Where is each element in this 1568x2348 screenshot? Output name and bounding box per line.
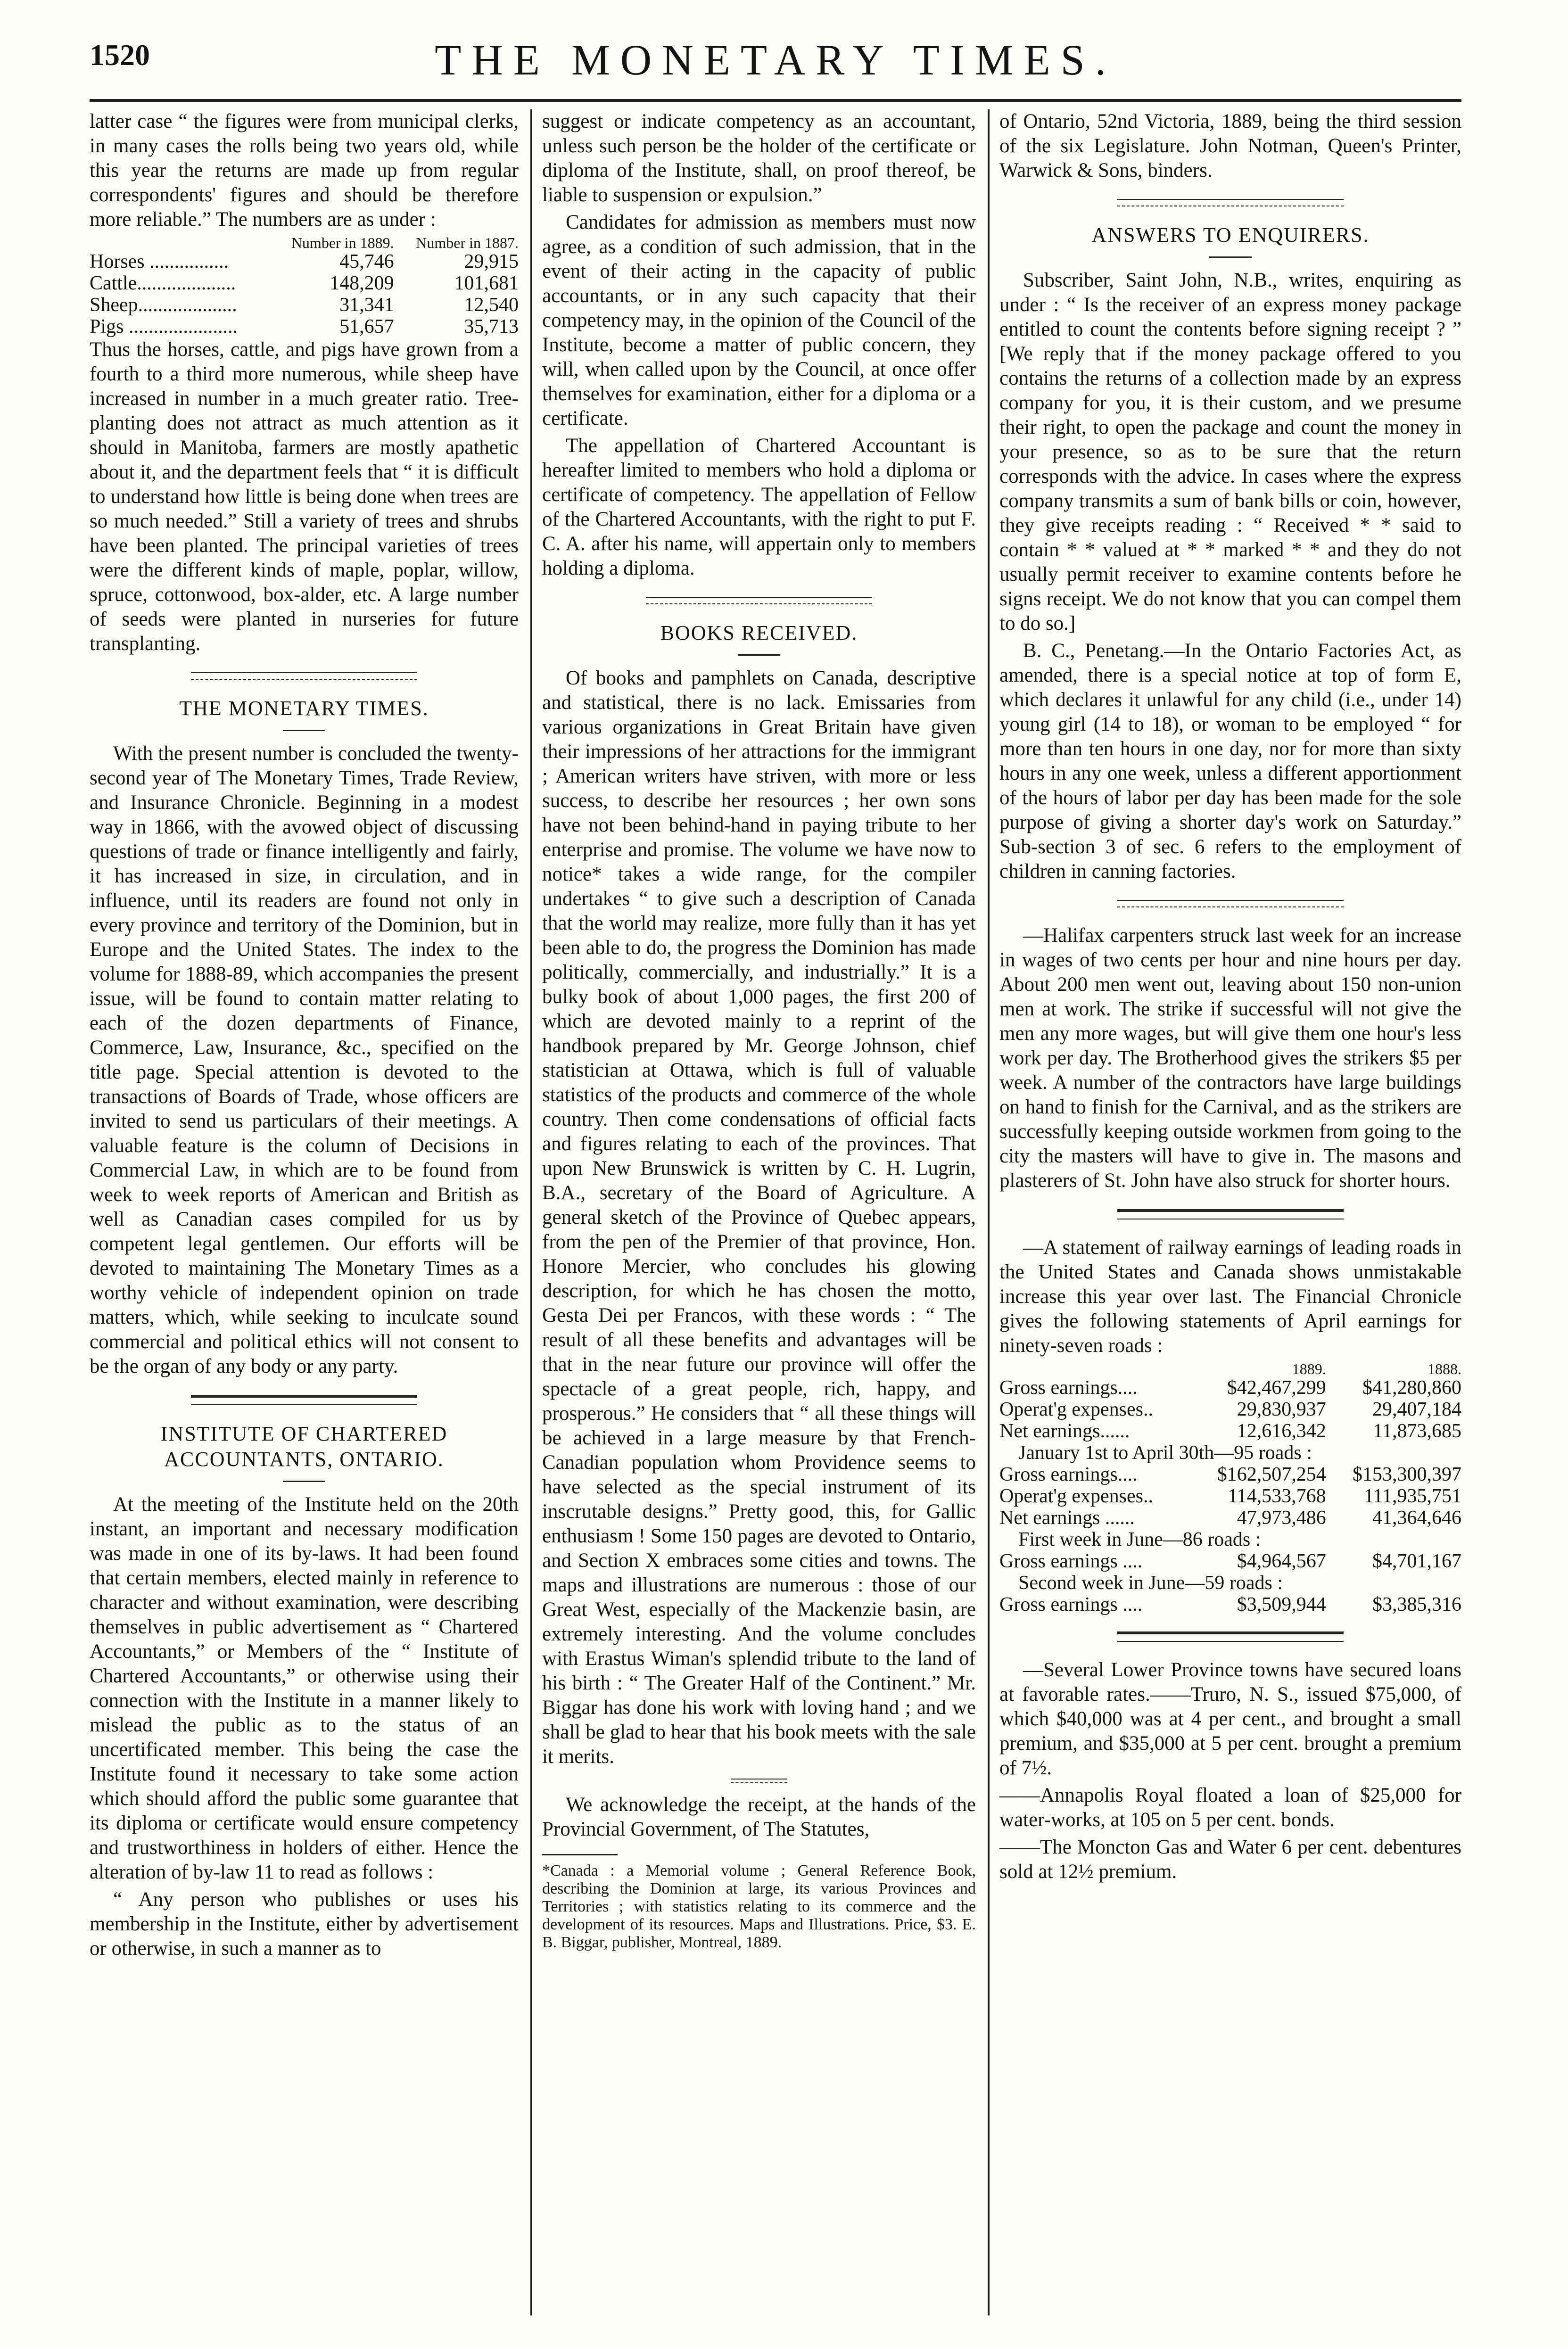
table-row (999, 1485, 1461, 1507)
section-separator (1117, 1209, 1344, 1219)
column-3 (999, 109, 1461, 1887)
section-separator (191, 672, 417, 680)
cell: 51,657 (339, 316, 394, 338)
acknowledge-text: We acknowledge the receipt, at the hands of the Provincial Government, of The Statutes, (542, 1794, 976, 1840)
table-row (999, 1550, 1461, 1572)
section-separator (1117, 1631, 1344, 1642)
cell: 11,873,685 (1373, 1420, 1461, 1442)
cell: 148,209 (330, 272, 394, 294)
section-heading: ANSWERS TO ENQUIRERS. (1091, 223, 1370, 247)
short-rule (283, 1481, 325, 1482)
row-label: Gross earnings .... (999, 1550, 1143, 1572)
moncton-text: ——The Moncton Gas and Water 6 per cent. debentures sold at 12½ premium. (999, 1836, 1461, 1883)
cell: 29,915 (464, 251, 519, 272)
section-heading: BOOKS RECEIVED. (660, 621, 858, 644)
header-rule (90, 99, 1461, 102)
railway-intro: —A statement of railway earnings of leading roads in the United States and Canada shows unmistakable increase this year over last. The Financial Chronicle gives the following statements of April earnings for ninety-seven roads : (999, 1236, 1461, 1357)
column-divider (530, 109, 532, 2315)
cell: $3,385,316 (1372, 1594, 1461, 1615)
row-label: Gross earnings .... (999, 1594, 1143, 1615)
cell: 31,341 (339, 294, 394, 316)
manitoba-intro: latter case “ the figures were from municipal clerks, in many cases the rolls being two years old, while this year the returns are made up from regular correspondents' figures and should be therefore more reliable.” The numbers are as under : (90, 110, 519, 231)
institute-text: At the meeting of the Institute held on the 20th instant, an important and necessary modification was made in one of its by-laws. It had been found that certain members, elected mainly in reference to character and without examination, were describing themselves in public advertisement as “ Chartered Accountants,” or Members of the “ Institute of Chartered Accountants,” or otherwise using their connection with the Institute in a manner likely to mislead the public as to the status of an uncertificated member. This being the case the Institute found it necessary to take some action which should afford the public some guarantee that its diploma or certificate would ensure competency and trustworthiness in holders of either. Hence the alteration of by-law 11 to read as follows : (90, 1493, 519, 1883)
section-separator (646, 597, 872, 604)
cell: 47,973,486 (1237, 1507, 1326, 1529)
table-row (90, 294, 519, 316)
cell: 29,830,937 (1237, 1399, 1326, 1420)
annapolis-text: ——Annapolis Royal floated a loan of $25,000 for water-works, at 105 on 5 per cent. bonds. (999, 1784, 1461, 1831)
railway-earnings-table (999, 1361, 1461, 1615)
table-subheading: Second week in June—59 roads : (1018, 1572, 1283, 1594)
row-label: Operat'g expenses.. (999, 1485, 1153, 1507)
table-row (90, 316, 519, 338)
row-label: Net earnings...... (999, 1420, 1130, 1442)
cell: 114,533,768 (1228, 1485, 1326, 1507)
column-divider (988, 109, 990, 2315)
row-label: Sheep.................... (90, 294, 237, 316)
cell: $41,280,860 (1362, 1377, 1461, 1399)
short-rule (1209, 256, 1252, 258)
monetary-times-text: With the present number is concluded the twenty-second year of The Monetary Times, Trade Review, and Insurance Chronicle. Beginning in a modest way in 1866, with the avowed object of discussing questions of trade or finance intelligently and fairly, it has increased in size, in circulation, and in influence, until its readers are found not only in every province and territory of the Dominion, but in Europe and the United States. The index to the volume for 1888-89, which accompanies the present issue, will be found to contain matter relating to each of the dozen departments of Finance, Commerce, Law, Insurance, &c., specified on the title page. Special attention is devoted to the transactions of Boards of Trade, whose officers are invited to send us particulars of their meetings. A valuable feature is the column of Decisions in Commercial Law, in which are to be found from week to week reports of American and British as well as Canadian cases compiled for us by competent legal gentlemen. Our efforts will be devoted to maintaining The Monetary Times as a worthy vehicle of independent opinion on trade matters, which, while seeking to inculcate sound commercial and political ethics will not consent to be the organ of any body or any party. (90, 742, 519, 1377)
cell: $153,300,397 (1353, 1464, 1461, 1485)
short-rule (283, 730, 325, 731)
footnote: *Canada : a Memorial volume ; General Reference Book, describing the Dominion at large, its various Provinces and Territories ; with statistics relating to its commerce and the development of its resources. Maps and Illustrations. Price, $3. E. B. Biggar, publisher, Montreal, 1889. (542, 1862, 976, 1951)
section-separator (1117, 199, 1344, 206)
cell: 35,713 (464, 316, 519, 338)
table-header: 1889. (1292, 1360, 1326, 1377)
cell: 41,364,646 (1372, 1507, 1461, 1529)
table-row (90, 251, 519, 272)
section-heading: INSTITUTE OF CHARTERED ACCOUNTANTS, ONTARIO. (160, 1422, 448, 1471)
books-text: Of books and pamphlets on Canada, descriptive and statistical, there is no lack. Emissaries from various organizations in Great Britain have given their impressions of her attractions for the immigrant ; American writers have striven, with more or less success, to describe her resources ; her own sons have not been behind-hand in paying tribute to her enterprise and promise. The volume we have now to notice* takes a wide range, for the compiler undertakes “ to give such a description of Canada that the world may realize, more fully than it has yet been able to do, the progress the Dominion has made politically, commercially, and industrially.” It is a bulky book of about 1,000 pages, the first 200 of which are devoted mainly to a reprint of the handbook prepared by Mr. George Johnson, chief statistician at Ottawa, which is full of valuable statistics of the products and commerce of the whole country. Then come condensations of official facts and figures relating to each of the provinces. That upon New Brunswick is written by C. H. Lugrin, B.A., secretary of the Board of Agriculture. A general sketch of the Province of Quebec appears, from the pen of the Premier of that province, Hon. Honore Mercier, who concludes his glowing description, for which he has chosen the motto, Gesta Dei per Francos, with these words : “ The result of all these benefits and advantages will be that in the near future our province will offer the spectacle of a great people, rich, happy, and prosperous.” He considers that “ all these things will be achieved in a large measure by that French-Canadian population whom Providence seems to have selected as the special instrument of its inscrutable designs.” Pretty good, this, for Gallic enthusiasm ! Some 150 pages are devoted to Ontario, and Section X embraces some cities and towns. The maps and illustrations are numerous : those of our Great West, especially of the Mackenzie basin, are extremely interesting. And the volume concludes with Erastus Wiman's splendid tribute to the land of his birth : “ The Greater Half of the Continent.” Mr. Biggar has done his work with loving hand ; and we shall be glad to hear that his book meets with the sale it merits. (542, 667, 976, 1768)
table-row (999, 1377, 1461, 1399)
cell: 12,540 (464, 294, 519, 316)
table-header: Number in 1889. (291, 234, 394, 251)
row-label: Pigs ...................... (90, 316, 238, 338)
manitoba-text: Thus the horses, cattle, and pigs have grown from a fourth to a third more numerous, while sheep have increased in number in a much greater ratio. Tree-planting does not attract as much attention as it should in Manitoba, farmers are mostly apathetic about it, and the department feels that “ it is difficult to understand how little is being done when trees are so much needed.” Still a variety of trees and shrubs have been planted. The principal varieties of trees were the different kinds of maple, poplar, willow, spruce, cottonwood, box-alder, etc. A large number of seeds were planted in nurseries for future transplanting. (90, 338, 519, 655)
loans-text: —Several Lower Province towns have secured loans at favorable rates.——Truro, N. S., issued $75,000, of which $40,000 was at 4 per cent., and brought a small premium, and $35,000 at 5 per cent. brought a premium of 7½. (999, 1659, 1461, 1779)
page-header (90, 38, 1461, 94)
row-label: Gross earnings.... (999, 1377, 1138, 1399)
cell: $4,964,567 (1237, 1550, 1326, 1572)
cell: $162,507,254 (1217, 1464, 1326, 1485)
cell: 45,746 (339, 251, 394, 272)
cell: $42,467,299 (1227, 1377, 1326, 1399)
table-row (90, 272, 519, 294)
institute-quote: “ Any person who publishes or uses his membership in the Institute, either by advertisement or otherwise, in such a manner as to (90, 1888, 519, 1960)
row-label: Cattle.................... (90, 272, 236, 294)
table-row (999, 1594, 1461, 1615)
answer-subscriber: Subscriber, Saint John, N.B., writes, enquiring as under : “ Is the receiver of an express money package entitled to count the contents before signing receipt ? ” [We reply that if the money package offered to you contains the returns of a collection made by an express company for you, it is their custom, and we presume their right, to open the package and count the money in your presence, so as to be sure that the return corresponds with the advice. In cases where the express company transmits a sum of bank bills or coin, however, they give receipts reading : “ Received * * said to contain * * valued at * * marked * * and they do not usually permit receiver to examine contents before he signs receipt. We do not know that you can compel them to do so.] (999, 269, 1461, 634)
halifax-strike: —Halifax carpenters struck last week for an increase in wages of two cents per hour and nine hours per day. About 200 men went out, leaving about 150 non-union men at work. The strike if successful will not give the men any more wages, but will give them one hour's less work per day. The Brotherhood gives the strikers $5 per week. A number of the contractors have large buildings on hand to finish for the Carnival, and as the strikers are successfully keeping outside workmen from going to the city the masters will have to give in. The masons and plasterers of St. John have also struck for shorter hours. (999, 924, 1461, 1192)
table-row (999, 1420, 1461, 1442)
statutes-continued: of Ontario, 52nd Victoria, 1889, being the third session of the six Legislature. John Notman, Queen's Printer, Warwick & Sons, binders. (999, 110, 1461, 181)
short-separator (731, 1779, 787, 1783)
table-row (999, 1507, 1461, 1529)
row-label: Gross earnings.... (999, 1464, 1138, 1485)
page-number: 1520 (90, 38, 150, 72)
cell: 12,616,342 (1237, 1420, 1326, 1442)
row-label: Net earnings ...... (999, 1507, 1135, 1529)
column-2 (542, 109, 976, 1952)
answer-penetang: B. C., Penetang.—In the Ontario Factories Act, as amended, there is a special notice at top of form E, which declares it unlawful for any child (i.e., under 14) young girl (14 to 18), or woman to be employed “ for more than ten hours in one day, nor for more than sixty hours in any one week, unless a different apportionment of the hours of labor per day has been made for the sole purpose of giving a shorter day's work on Saturday.” Sub-section 3 of sec. 6 refers to the employment of children in canning factories. (999, 640, 1461, 882)
cell: 29,407,184 (1372, 1399, 1461, 1420)
bylaw-quote-continued: suggest or indicate competency as an accountant, unless such person be the holder of the certificate or diploma of the Institute, shall, on proof thereof, be liable to suspension or expulsion.” (542, 110, 976, 206)
candidates-text: Candidates for admission as members must now agree, as a condition of such admission, that in the event of their acting in the capacity of public accountants, or in any such capacity that their competency may, in the opinion of the Council of the Institute, become a matter of public concern, they will, when called upon by the Council, at once offer themselves for examination, either for a diploma or a certificate. (542, 211, 976, 429)
appellation-text: The appellation of Chartered Accountant is hereafter limited to members who hold a diploma or certificate of competency. The appellation of Fellow of the Chartered Accountants, with the right to put F. C. A. after his name, will appertain only to members holding a diploma. (542, 435, 976, 579)
row-label: Horses ................ (90, 251, 229, 272)
short-rule (738, 654, 780, 656)
cell: 101,681 (454, 272, 519, 294)
table-row (999, 1399, 1461, 1420)
section-heading: THE MONETARY TIMES. (179, 697, 429, 720)
footnote-rule (542, 1854, 618, 1855)
table-header: 1888. (1428, 1360, 1461, 1377)
cell: $4,701,167 (1372, 1550, 1461, 1572)
table-header: Number in 1887. (416, 234, 519, 251)
masthead-title: THE MONETARY TIMES. (435, 36, 1116, 84)
section-separator (191, 1395, 417, 1405)
row-label: Operat'g expenses.. (999, 1399, 1153, 1420)
table-subheading: First week in June—86 roads : (1018, 1529, 1261, 1550)
cell: $3,509,944 (1237, 1594, 1326, 1615)
cell: 111,935,751 (1364, 1485, 1461, 1507)
section-separator (1117, 900, 1344, 907)
table-subheading: January 1st to April 30th—95 roads : (1018, 1442, 1312, 1464)
table-row (999, 1464, 1461, 1485)
column-1 (90, 109, 519, 1964)
livestock-table (90, 235, 519, 338)
